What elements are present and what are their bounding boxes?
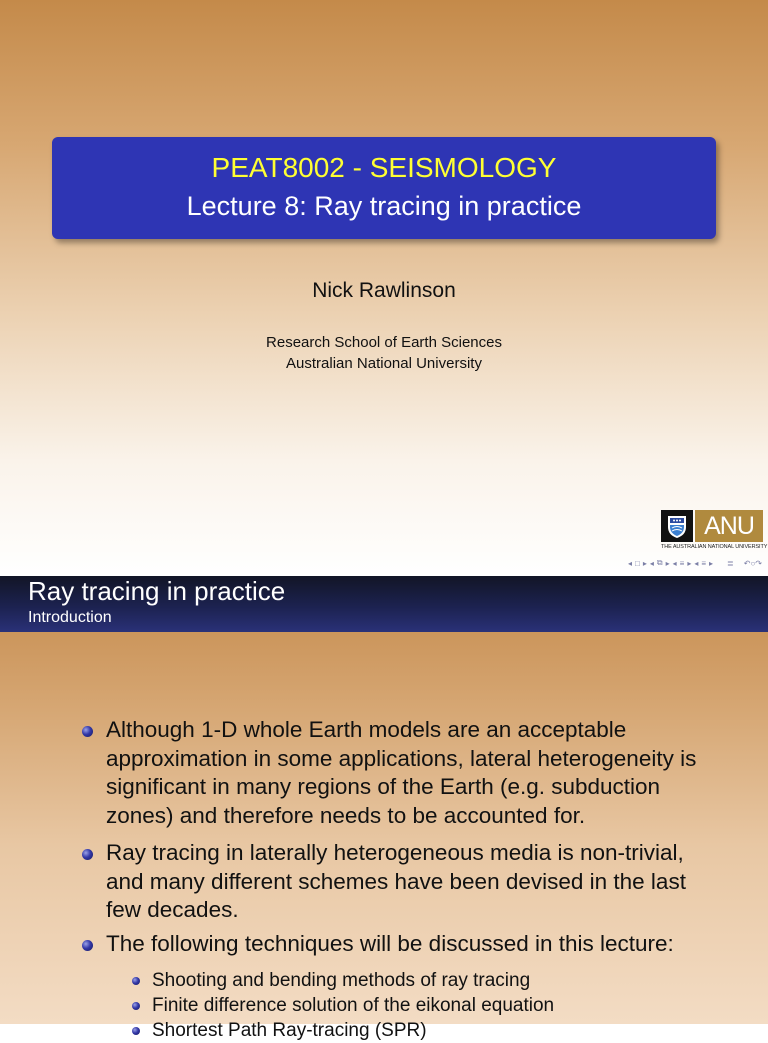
nav-section-icon[interactable]: ≡ bbox=[701, 558, 707, 568]
nav-subsection-icon[interactable]: ⧉ bbox=[656, 558, 663, 567]
list-item bbox=[106, 716, 706, 830]
frame-subtitle: Introduction bbox=[28, 609, 112, 626]
frame-title: Ray tracing in practice bbox=[28, 576, 286, 606]
nav-left-arrow[interactable]: ◂ bbox=[628, 558, 633, 568]
nav-section-icon[interactable]: ≡ bbox=[679, 558, 685, 568]
nav-right-arrow[interactable]: ▸ bbox=[709, 558, 714, 568]
sub-list-item bbox=[152, 1019, 712, 1043]
anu-wordmark: ANU bbox=[695, 510, 763, 542]
author-name: Nick Rawlinson bbox=[312, 279, 456, 302]
list-item-text: Although 1-D whole Earth models are an acceptable approximation in some applications, lateral heterogeneity is significant in many regions of the Earth (e.g. subduction zones) and therefore needs to be accounted for. bbox=[106, 717, 697, 828]
sub-list-item bbox=[152, 969, 712, 993]
presentation-title: PEAT8002 - SEISMOLOGY bbox=[211, 152, 557, 183]
institute-line-2: Australian National University bbox=[286, 355, 482, 372]
frame-header bbox=[0, 576, 768, 632]
title-box bbox=[52, 137, 716, 239]
nav-left-arrow[interactable]: ◂ bbox=[649, 558, 654, 568]
anu-crest-icon bbox=[661, 510, 693, 542]
sub-list-item-text: Finite difference solution of the eikonal equation bbox=[152, 995, 555, 1016]
anu-caption: THE AUSTRALIAN NATIONAL UNIVERSITY bbox=[661, 544, 768, 550]
nav-left-arrow[interactable]: ◂ bbox=[694, 558, 699, 568]
bullet-icon bbox=[82, 940, 93, 951]
nav-search-icon[interactable]: ↶○↷ bbox=[743, 558, 762, 568]
list-item bbox=[106, 839, 706, 925]
presentation-subtitle: Lecture 8: Ray tracing in practice bbox=[186, 191, 582, 221]
nav-right-arrow[interactable]: ▸ bbox=[665, 558, 670, 568]
list-item-text: Ray tracing in laterally heterogeneous media is non-trivial, and many different schemes have been devised in the last few decades. bbox=[106, 840, 686, 923]
nav-left-arrow[interactable]: ◂ bbox=[672, 558, 677, 568]
institute-line-1: Research School of Earth Sciences bbox=[266, 334, 502, 351]
sub-bullet-icon bbox=[132, 977, 140, 985]
sub-bullet-icon bbox=[132, 1027, 140, 1035]
sub-list-item bbox=[152, 994, 712, 1018]
list-item bbox=[106, 930, 706, 959]
sub-list-item-text: Shooting and bending methods of ray tracing bbox=[152, 970, 531, 991]
nav-right-arrow[interactable]: ▸ bbox=[642, 558, 647, 568]
sub-bullet-icon bbox=[132, 1002, 140, 1010]
nav-right-arrow[interactable]: ▸ bbox=[687, 558, 692, 568]
list-item-text: The following techniques will be discussed in this lecture: bbox=[106, 931, 674, 956]
beamer-navigation bbox=[628, 556, 762, 570]
nav-align-icon[interactable]: ≣ bbox=[727, 558, 734, 568]
anu-logo bbox=[661, 510, 768, 553]
bullet-icon bbox=[82, 726, 93, 737]
nav-frame-icon[interactable]: □ bbox=[635, 558, 640, 568]
bullet-icon bbox=[82, 849, 93, 860]
sub-list-item-text: Shortest Path Ray-tracing (SPR) bbox=[152, 1020, 427, 1041]
content-slide bbox=[0, 576, 768, 1041]
